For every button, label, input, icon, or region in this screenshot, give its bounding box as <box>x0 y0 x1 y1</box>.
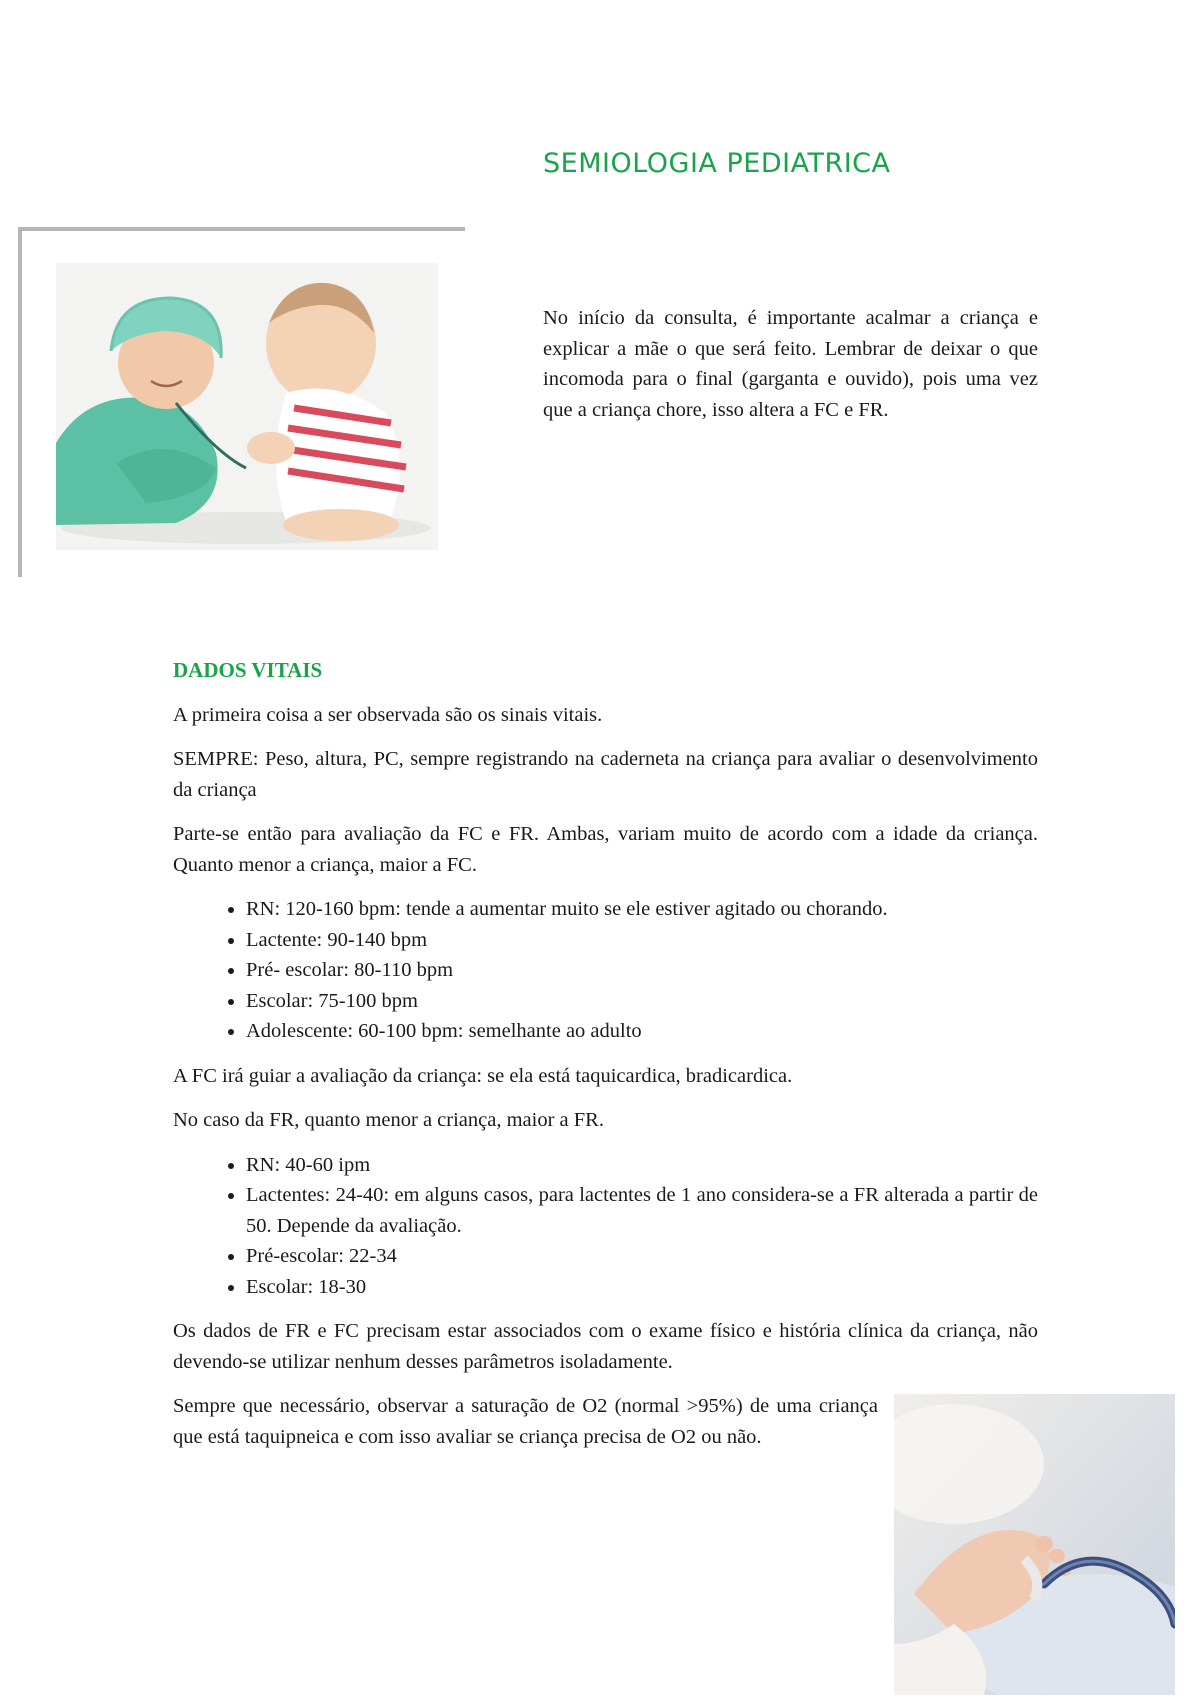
list-item: • Escolar: 18-30 <box>246 1272 1038 1303</box>
list-item: • Lactentes: 24-40: em alguns casos, para lactentes de 1 ano considera-se a FR alterada a partir de 50. Depende da avaliação. <box>246 1180 1038 1241</box>
paragraph-fc-fr: Parte-se então para avaliação da FC e FR. Ambas, variam muito de acordo com a idade da criança. Quanto menor a criança, maior a FC. <box>173 823 1038 876</box>
child-doctor-photo <box>56 263 438 550</box>
list-item: • Adolescente: 60-100 bpm: semelhante ao adulto <box>246 1016 1038 1047</box>
list-item: • Lactente: 90-140 bpm <box>246 925 1038 956</box>
list-item: • RN: 120-160 bpm: tende a aumentar muito se ele estiver agitado ou chorando. <box>246 894 1038 925</box>
paragraph-always: SEMPRE: Peso, altura, PC, sempre registrando na caderneta na criança para avaliar o desenvolvimento da criança <box>173 748 1038 801</box>
paragraph-fr: No caso da FR, quanto menor a criança, maior a FR. <box>173 1109 604 1131</box>
fr-list <box>173 1150 1038 1303</box>
list-item: • Escolar: 75-100 bpm <box>246 986 1038 1017</box>
frame-top-border <box>18 227 465 231</box>
paragraph-saturation: Sempre que necessário, observar a saturação de O2 (normal >95%) de uma criança que está taquipneica e com isso avaliar se criança precisa de O2 ou não. <box>173 1395 878 1448</box>
page-title: SEMIOLOGIA PEDIATRICA <box>543 148 891 179</box>
frame-left-border <box>18 227 22 577</box>
pulse-oximeter-photo <box>894 1394 1175 1695</box>
intro-paragraph: No início da consulta, é importante acalmar a criança e explicar a mãe o que será feito. Lembrar de deixar o que incomoda para o final (garganta e ouvido), pois uma vez que a criança chore, isso altera a FC e FR. <box>543 307 1038 421</box>
list-item: • Pré-escolar: 22-34 <box>246 1241 1038 1272</box>
paragraph-vital-signs: A primeira coisa a ser observada são os sinais vitais. <box>173 703 603 726</box>
vital-signs-section <box>173 655 1038 1466</box>
list-item: • Pré- escolar: 80-110 bpm <box>246 955 1038 986</box>
fc-list <box>173 894 1038 1047</box>
paragraph-associated: Os dados de FR e FC precisam estar associados com o exame físico e história clínica da criança, não devendo-se utilizar nenhum desses parâmetros isoladamente. <box>173 1320 1038 1373</box>
list-item: • RN: 40-60 ipm <box>246 1150 1038 1181</box>
paragraph-fc-guide: A FC irá guiar a avaliação da criança: se ela está taquicardica, bradicardica. <box>173 1064 793 1087</box>
section-heading: DADOS VITAIS <box>173 658 323 682</box>
